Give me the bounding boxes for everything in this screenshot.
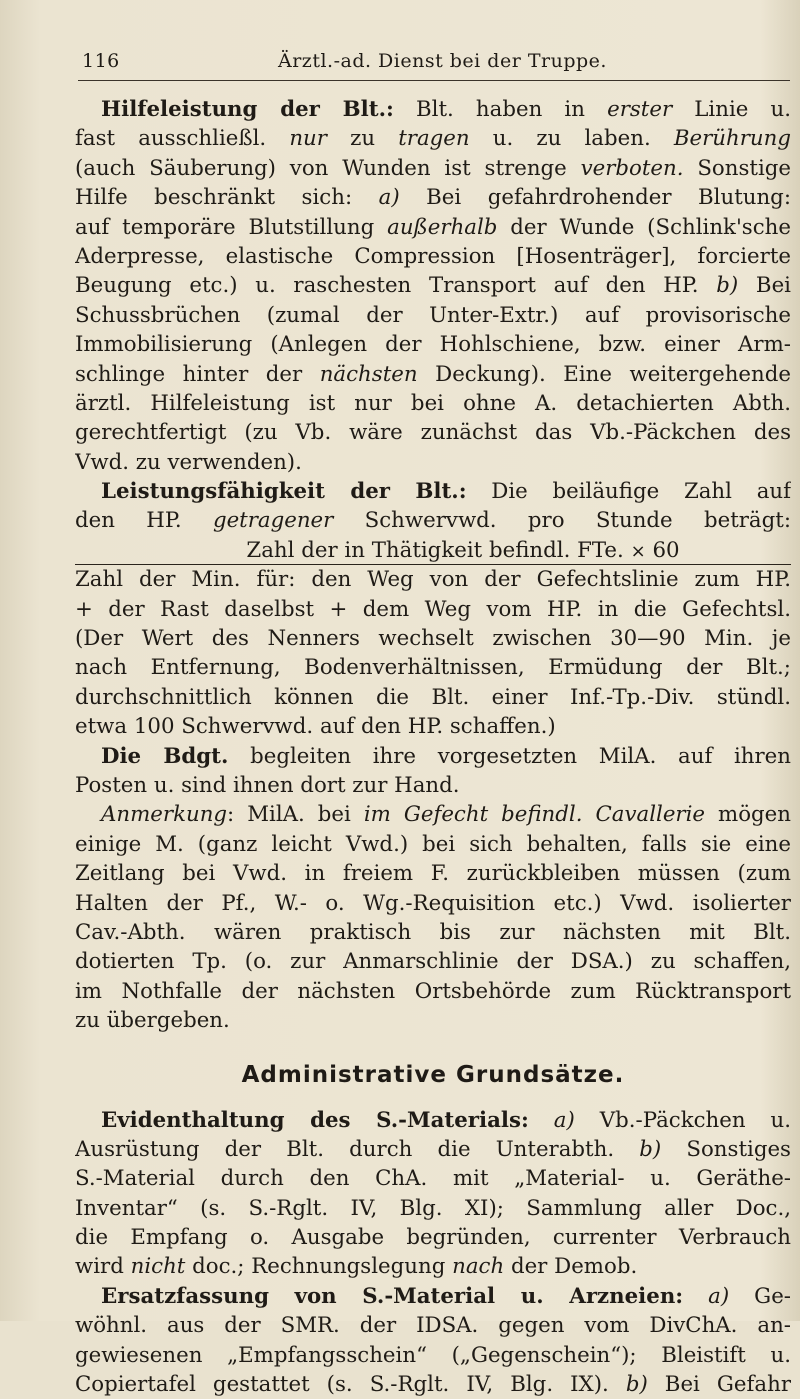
line-text: mögen (705, 802, 791, 827)
italic-text: b) (639, 1137, 661, 1162)
line-text: u. zu laben. (470, 126, 674, 151)
italic-text: nur (289, 126, 327, 151)
line-text: den HP. (75, 508, 213, 533)
text-line (75, 947, 791, 976)
times-sign: × (631, 541, 646, 562)
text-line (75, 1282, 791, 1311)
text-line (75, 506, 791, 535)
line-text: Inventar“ (s. S.-Rglt. IV, Blg. XI); Sammlung aller Doc., (75, 1196, 791, 1221)
line-text: + der Rast daselbst + dem Weg vom HP. in die Gefechtsl. (75, 597, 791, 622)
line-text: Schwervwd. pro Stunde beträgt: (333, 508, 791, 533)
bold-heading-text: Hilfeleistung der Blt.: (101, 97, 394, 122)
line-text: Vb.-Päckchen u. (575, 1108, 791, 1133)
italic-text: verboten. (581, 156, 684, 181)
line-text (529, 1108, 554, 1133)
line-text: Linie u. (672, 97, 791, 122)
italic-text: außerhalb (387, 215, 497, 240)
line-text: Schussbrüchen (zumal der Unter-Extr.) auf provisorische (75, 303, 791, 328)
text-line (75, 683, 791, 712)
text-line (75, 1223, 791, 1252)
line-text: Deckung). Eine weitergehende (418, 362, 791, 387)
text-line (75, 771, 791, 800)
line-text: Halten der Pf., W.- o. Wg.-Requisition etc.) Vwd. isolierter (75, 891, 791, 916)
formula-numerator (75, 536, 791, 565)
text-line (75, 595, 791, 624)
line-text: Sonstige (684, 156, 791, 181)
line-text: S.-Material durch den ChA. mit „Material- u. Geräthe- (75, 1166, 791, 1191)
text-line (75, 154, 791, 183)
text-line (75, 1006, 791, 1035)
line-text: Bei gefahrdrohender Blutung: (400, 185, 791, 210)
bold-heading-text: Die Bdgt. (101, 744, 228, 769)
text-line (75, 712, 791, 741)
italic-text: nach (452, 1254, 504, 1279)
bold-heading-text: Ersatzfassung von S.-Material u. Arzneien: (101, 1284, 683, 1309)
text-line (75, 301, 791, 330)
text-line (75, 1164, 791, 1193)
text-line (75, 1341, 791, 1370)
line-text: Vwd. zu verwenden). (75, 450, 302, 475)
text-line (75, 653, 791, 682)
text-line (75, 360, 791, 389)
text-line (75, 565, 791, 594)
line-text: Immobilisierung (Anlegen der Hohlschiene, bzw. einer Arm- (75, 332, 791, 357)
text-line (75, 418, 791, 447)
numerator-text: Zahl der in Thätigkeit befindl. FTe. (246, 538, 623, 563)
line-text: Ausrüstung der Blt. durch die Unterabth. (75, 1137, 639, 1162)
text-line (75, 918, 791, 947)
text-line (75, 624, 791, 653)
line-text: doc.; Rechnungslegung (185, 1254, 452, 1279)
line-text: Cav.-Abth. wären praktisch bis zur nächsten mit Blt. (75, 920, 791, 945)
line-text: der Wunde (Schlink'sche (497, 215, 791, 240)
text-line (75, 213, 791, 242)
text-line (75, 183, 791, 212)
line-text: Zahl der Min. für: den Weg von der Gefechtslinie zum HP. (75, 567, 791, 592)
line-text: Blt. haben in (394, 97, 607, 122)
text-line (75, 830, 791, 859)
line-text (683, 1284, 708, 1309)
line-text: Beugung etc.) u. raschesten Transport auf den HP. (75, 273, 716, 298)
text-line (75, 1311, 791, 1340)
text-line (75, 95, 791, 124)
line-text: Bei Gefahr (648, 1372, 791, 1397)
line-text: zu (327, 126, 398, 151)
page-number: 116 (82, 50, 120, 72)
line-text: schlinge hinter der (75, 362, 320, 387)
text-line (75, 330, 791, 359)
text-line (75, 1106, 791, 1135)
section-heading: Administrative Grundsätze. (75, 1058, 791, 1092)
text-line (75, 448, 791, 477)
paragraph-block-hilfeleistung (75, 95, 791, 536)
line-text: Bei (738, 273, 791, 298)
line-text: Copiertafel gestattet (s. S.-Rglt. IV, Blg. IX). (75, 1372, 626, 1397)
italic-text: erster (607, 97, 672, 122)
bold-heading-text: Evidenthaltung des S.-Materials: (101, 1108, 529, 1133)
paragraph-block-administrative (75, 1106, 791, 1399)
line-text: Ge- (729, 1284, 791, 1309)
text-line (75, 977, 791, 1006)
line-text: : MilA. bei (227, 802, 364, 827)
italic-text: b) (626, 1372, 648, 1397)
line-text: Posten u. sind ihnen dort zur Hand. (75, 773, 460, 798)
italic-text: b) (716, 273, 738, 298)
text-line (75, 1194, 791, 1223)
line-text: etwa 100 Schwervwd. auf den HP. schaffen.) (75, 714, 556, 739)
line-text: Die beiläufige Zahl auf (467, 479, 791, 504)
text-line (75, 1252, 791, 1281)
text-line (75, 271, 791, 300)
text-line (75, 389, 791, 418)
line-text: (Der Wert des Nenners wechselt zwischen 30—90 Min. je (75, 626, 791, 651)
numerator-factor: 60 (652, 538, 679, 563)
line-text: Aderpresse, elastische Compression [Hosenträger], forcierte (75, 244, 791, 269)
paragraph-block-bdgt (75, 565, 791, 1035)
italic-text: tragen (398, 126, 469, 151)
italic-text: Berührung (674, 126, 791, 151)
italic-text: getragener (213, 508, 333, 533)
line-text: fast ausschließl. (75, 126, 289, 151)
text-line (75, 1370, 791, 1399)
line-text: Zeitlang bei Vwd. in freiem F. zurückbleiben müssen (zum (75, 861, 791, 886)
text-line (75, 1135, 791, 1164)
line-text: ärztl. Hilfeleistung ist nur bei ohne A. detachierten Abth. (75, 391, 791, 416)
text-line (75, 477, 791, 506)
line-text: auf temporäre Blutstillung (75, 215, 387, 240)
italic-text: a) (554, 1108, 575, 1133)
line-text: wird (75, 1254, 131, 1279)
italic-text: Anmerkung (101, 802, 227, 827)
text-line (75, 124, 791, 153)
line-text: Sonstiges (661, 1137, 791, 1162)
italic-text: im Gefecht befindl. Cavallerie (364, 802, 705, 827)
text-line (75, 742, 791, 771)
italic-text: nicht (131, 1254, 186, 1279)
running-title: Ärztl.-ad. Dienst bei der Truppe. (278, 50, 607, 72)
bold-heading-text: Leistungsfähigkeit der Blt.: (101, 479, 467, 504)
text-line (75, 800, 791, 829)
line-text: zu übergeben. (75, 1008, 230, 1033)
line-text: der Demob. (504, 1254, 637, 1279)
line-text: im Nothfalle der nächsten Ortsbehörde zum Rücktransport (75, 979, 791, 1004)
page-header (78, 50, 790, 81)
line-text: durchschnittlich können die Blt. einer Inf.-Tp.-Div. stündl. (75, 685, 791, 710)
page-body (75, 95, 791, 1399)
text-line (75, 889, 791, 918)
line-text: Hilfe beschränkt sich: (75, 185, 379, 210)
line-text: gewiesenen „Empfangsschein“ („Gegenschein“); Bleistift u. (75, 1343, 791, 1368)
line-text: wöhnl. aus der SMR. der IDSA. gegen vom DivChA. an- (75, 1313, 791, 1338)
line-text: dotierten Tp. (o. zur Anmarschlinie der DSA.) zu schaffen, (75, 949, 791, 974)
line-text: begleiten ihre vorgesetzten MilA. auf ihren (228, 744, 791, 769)
italic-text: a) (708, 1284, 729, 1309)
line-text: nach Entfernung, Bodenverhältnissen, Ermüdung der Blt.; (75, 655, 791, 680)
line-text: (auch Säuberung) von Wunden ist strenge (75, 156, 581, 181)
line-text: die Empfang o. Ausgabe begründen, currenter Verbrauch (75, 1225, 791, 1250)
text-line (75, 242, 791, 271)
line-text: einige M. (ganz leicht Vwd.) bei sich behalten, falls sie eine (75, 832, 791, 857)
italic-text: a) (379, 185, 400, 210)
line-text: gerechtfertigt (zu Vb. wäre zunächst das Vb.-Päckchen des (75, 420, 791, 445)
italic-text: nächsten (320, 362, 418, 387)
text-line (75, 859, 791, 888)
